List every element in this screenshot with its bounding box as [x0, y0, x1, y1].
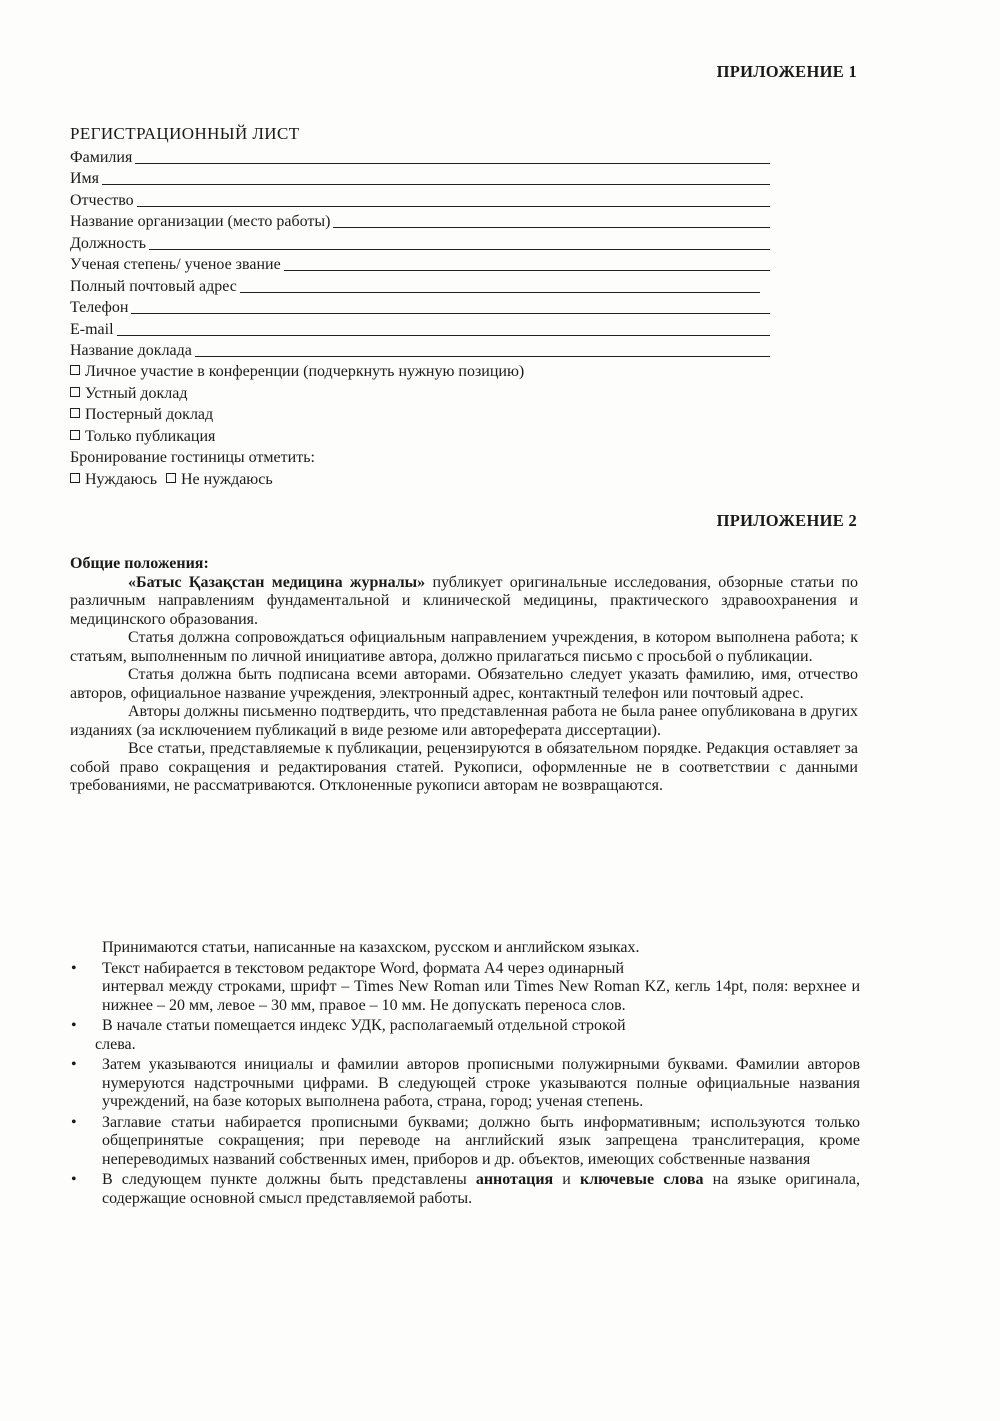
checkbox-icon[interactable] — [166, 473, 176, 483]
registration-form — [70, 124, 770, 490]
field-underline[interactable] — [149, 235, 770, 250]
bullet-icon: • — [71, 1017, 77, 1034]
option-personal-participation[interactable] — [70, 361, 770, 383]
item-text-part: на языке оригинала, содержащие основной смысл представляемой работы. — [102, 1171, 860, 1207]
appendix-1-heading: ПРИЛОЖЕНИЕ 1 — [716, 62, 857, 81]
field-underline[interactable] — [102, 170, 770, 185]
field-surname[interactable] — [70, 146, 770, 168]
appendix-2-heading: ПРИЛОЖЕНИЕ 2 — [716, 511, 857, 530]
item-text: интервал между строками, шрифт – Times New Roman или Times New Roman KZ, кегль 14pt, поля: верхнее и нижнее – 20 мм, левое – 30 мм, правое – 10 мм. Не допускать переноса слов. — [102, 978, 861, 1014]
item-text: Заглавие статьи набирается прописными буквами; должно быть информативным; используются только общепринятые сокращения; при переводе на английский язык запрещена транслитерация, кроме непереводимых названий собственных имен, приборов и др. объектов, имеющих собственные названия — [102, 1113, 860, 1168]
field-phone[interactable] — [70, 297, 770, 319]
checkbox-icon[interactable] — [70, 365, 80, 375]
general-heading: Общие положения: — [70, 555, 209, 572]
field-underline[interactable] — [135, 149, 770, 164]
field-position[interactable] — [70, 232, 770, 254]
journal-name: «Батыс Қазақстан медицина журналы» — [128, 573, 426, 591]
checkbox-icon[interactable] — [70, 473, 80, 483]
field-label: Название организации (место работы) — [70, 213, 331, 230]
field-name[interactable] — [70, 168, 770, 190]
list-item — [70, 1017, 860, 1054]
field-label: Фамилия — [70, 148, 133, 166]
field-degree[interactable] — [70, 254, 770, 276]
field-underline[interactable] — [131, 299, 770, 314]
option-label: Устный доклад — [85, 384, 188, 402]
item-text: слева. — [95, 1035, 136, 1053]
checkbox-icon[interactable] — [70, 430, 80, 440]
field-label: Имя — [70, 170, 100, 187]
requirements-list — [70, 939, 860, 1208]
field-email[interactable] — [70, 318, 770, 340]
bullet-icon: • — [71, 1056, 77, 1073]
registration-title: РЕГИСТРАЦИОННЫЙ ЛИСТ — [70, 124, 300, 143]
list-item — [70, 960, 860, 1016]
keyword-keywords: ключевые слова — [579, 1171, 704, 1188]
option-publication-only[interactable] — [70, 426, 770, 448]
item-text: В начале статьи помещается индекс УДК, располагаемый отдельной строкой — [102, 1017, 626, 1034]
field-report-title[interactable] — [70, 340, 770, 362]
field-underline[interactable] — [117, 321, 770, 336]
field-underline[interactable] — [333, 213, 770, 228]
field-label: Отчество — [70, 191, 134, 209]
item-text-part: и — [553, 1171, 580, 1188]
list-item — [70, 1171, 860, 1208]
field-underline[interactable] — [195, 342, 770, 357]
option-label: Постерный доклад — [85, 406, 214, 423]
checkbox-icon[interactable] — [70, 387, 80, 397]
paragraph-text: публикует оригинальные исследования, обзорные статьи по различным направлениям фундаментальной и клинической медицины, практического здравоохранения и медицинского образования. — [70, 573, 858, 628]
paragraph: Все статьи, представляемые к публикации, рецензируются в обязательном порядке. Редакция оставляет за собой право сокращения и редактирования статей. Рукописи, оформленные не в соответствии с данными требованиями, не рассматриваются. Отклоненные рукописи авторам не возвращаются. — [70, 740, 858, 794]
item-text: Затем указываются инициалы и фамилии авторов прописными полужирными буквами. Фамилии авторов нумеруются надстрочными цифрами. В следующей строке указываются полные официальные названия учреждений, на базе которых выполнена работа, страна, город; ученая степень. — [102, 1056, 860, 1110]
hotel-booking-label: Бронирование гостиницы отметить: — [70, 449, 315, 466]
bullet-icon: • — [71, 1113, 77, 1131]
field-underline[interactable] — [240, 278, 760, 293]
field-underline[interactable] — [137, 192, 770, 207]
paragraph: Статья должна быть подписана всеми авторами. Обязательно следует указать фамилию, имя, отчество авторов, официальное название учреждения, электронный адрес, контактный телефон или почтовый адрес. — [70, 666, 858, 702]
list-item — [70, 1114, 860, 1170]
field-organization[interactable] — [70, 211, 770, 233]
field-label: Название доклада — [70, 342, 192, 359]
item-text — [102, 1171, 860, 1208]
field-underline[interactable] — [284, 256, 770, 271]
option-label: Только публикация — [85, 427, 216, 445]
field-label: E-mail — [70, 320, 114, 338]
bullet-icon: • — [71, 1171, 77, 1188]
field-label: Телефон — [70, 299, 129, 316]
item-text-part: В следующем пункте должны быть представлены — [102, 1171, 476, 1188]
bullet-icon: • — [71, 959, 77, 977]
field-label: Ученая степень/ ученое звание — [70, 256, 281, 273]
option-oral-report[interactable] — [70, 383, 770, 405]
general-provisions — [70, 555, 858, 796]
option-label: Личное участие в конференции (подчеркнуть нужную позицию) — [85, 363, 525, 380]
list-item — [70, 1056, 860, 1112]
checkbox-icon[interactable] — [70, 408, 80, 418]
option-poster-report[interactable] — [70, 404, 770, 426]
field-patronymic[interactable] — [70, 189, 770, 211]
hotel-need-label: Нуждаюсь — [85, 470, 157, 488]
hotel-booking-options — [70, 469, 770, 491]
requirements-intro: Принимаются статьи, написанные на казахском, русском и английском языках. — [102, 939, 640, 956]
keyword-annotation: аннотация — [475, 1171, 554, 1188]
item-text: Текст набирается в текстовом редакторе Word, формата А4 через одинарный — [102, 959, 625, 977]
paragraph: Авторы должны письменно подтвердить, что представленная работа не была ранее опубликована в других изданиях (за исключением публикаций в виде резюме или автореферата диссертации). — [70, 703, 858, 739]
paragraph — [70, 574, 858, 630]
paragraph: Статья должна сопровождаться официальным направлением учреждения, в котором выполнена работа; к статьям, выполненным по личной инициативе автора, должно прилагаться письмо с просьбой о публикации. — [70, 629, 858, 665]
field-label: Полный почтовый адрес — [70, 277, 237, 295]
field-postal-address[interactable] — [70, 275, 760, 297]
hotel-noneed-label: Не нуждаюсь — [181, 470, 273, 488]
field-label: Должность — [70, 234, 147, 252]
